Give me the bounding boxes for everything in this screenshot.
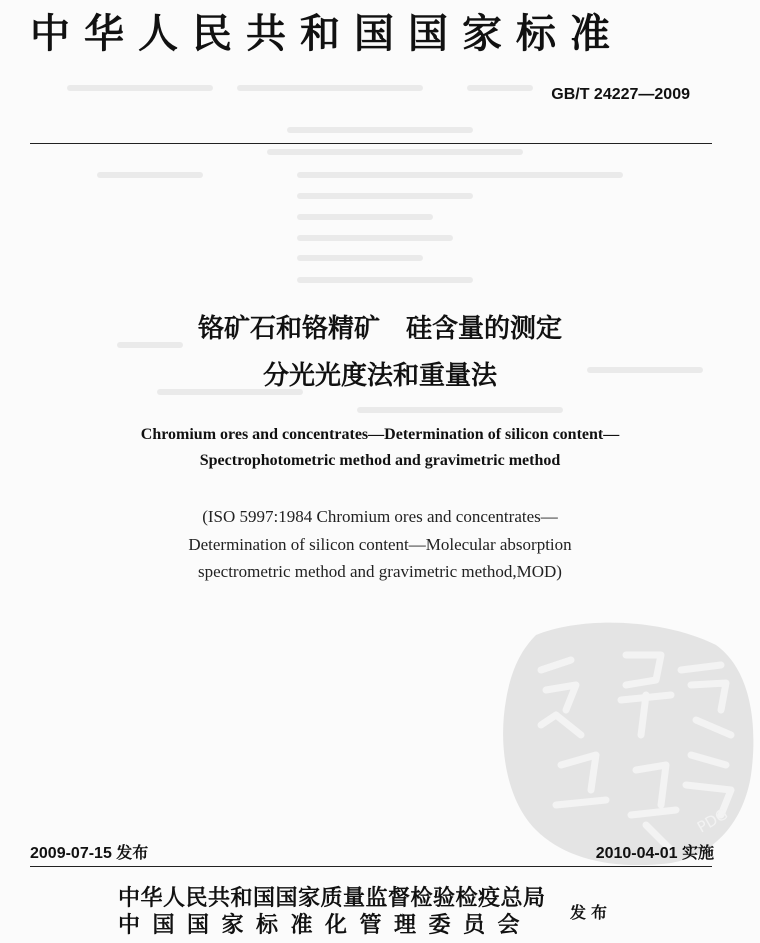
title-english-line-2: Spectrophotometric method and gravimetric method (199, 452, 561, 469)
watermark-seal (496, 615, 760, 865)
header-divider (30, 143, 712, 144)
footer-divider (30, 866, 712, 867)
implementation-date: 2010-04-01 实施 (595, 845, 714, 862)
iso-reference-line-3: spectrometric method and gravimetric method,MOD) (198, 562, 562, 581)
issuer-sac: 中国国家标准化管理委员会 (118, 912, 533, 938)
title-chinese-line-1: 铬矿石和铬精矿 硅含量的测定 (197, 314, 562, 344)
issue-date: 2009-07-15 发布 (30, 845, 149, 862)
standard-code: GB/T 24227—2009 (551, 86, 690, 103)
publish-label: 发布 (570, 903, 613, 922)
iso-reference-line-1: (ISO 5997:1984 Chromium ores and concentrates— (202, 507, 558, 526)
title-english-line-1: Chromium ores and concentrates—Determination of silicon content— (140, 426, 620, 443)
title-chinese-line-2: 分光光度法和重量法 (262, 361, 497, 391)
issuer-aqsiq: 中华人民共和国国家质量监督检验检疫总局 (118, 885, 546, 911)
standard-header-title: 中华人民共和国国家标准 (30, 10, 624, 57)
watermark-text: PDG (694, 804, 731, 837)
iso-reference-line-2: Determination of silicon content—Molecular absorption (188, 535, 572, 554)
